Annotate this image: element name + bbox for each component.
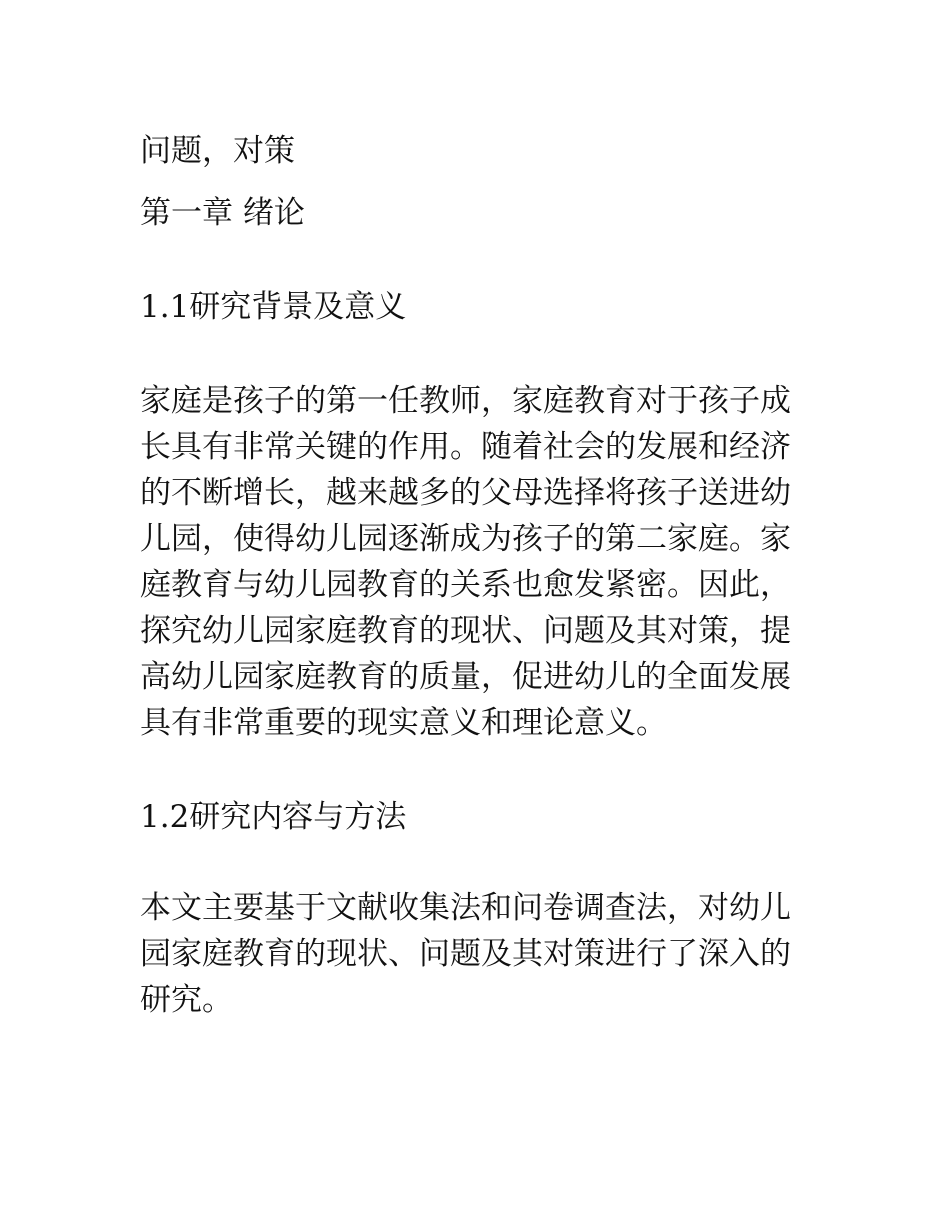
chapter-title: 第一章 绪论 [140, 195, 305, 231]
section-1-1-title: 1.1研究背景及意义 [140, 289, 407, 325]
section-1-2-title: 1.2研究内容与方法 [140, 799, 407, 835]
keywords-line: 问题，对策 [140, 133, 295, 169]
section-1-2-paragraph: 本文主要基于文献收集法和问卷调查法，对幼儿园家庭教育的现状、问题及其对策进行了深入的研究。 [140, 890, 791, 1018]
section-1-1-paragraph: 家庭是孩子的第一任教师，家庭教育对于孩子成长具有非常关键的作用。随着社会的发展和经济的不断增长，越来越多的父母选择将孩子送进幼儿园，使得幼儿园逐渐成为孩子的第二家庭。家庭教育与幼儿园教育的关系也愈发紧密。因此，探究幼儿园家庭教育的现状、问题及其对策，提高幼儿园家庭教育的质量，促进幼儿的全面发展具有非常重要的现实意义和理论意义。 [140, 383, 791, 741]
